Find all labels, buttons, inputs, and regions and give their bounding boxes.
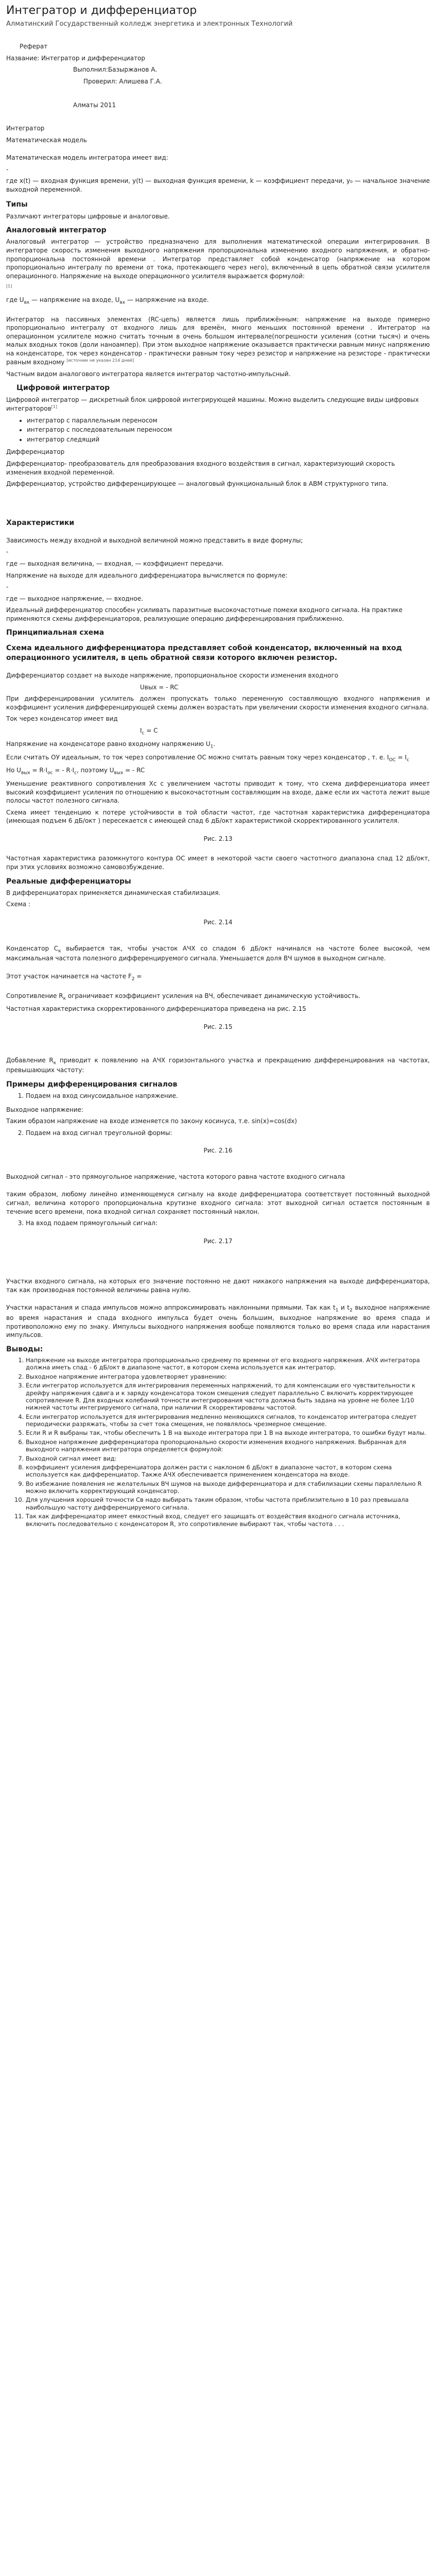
real-text: В дифференциаторах применяется динамическая стабилизация. xyxy=(6,889,221,896)
ex3-text: Участки входного сигнала, на которых его значение постоянно не дают никакого напряжения на выходе дифференциатора, так как производная постоянной величины равна нулю. xyxy=(6,1278,430,1294)
list-item: 10. Для улучшения хорошей точности Cв надо выбирать таким образом, чтобы частота приблизительно в 10 раз превышала наибольшую частоту дифференцируемого сигнала. xyxy=(26,1496,430,1511)
resist-text-b: ограничивает коэффициент усиления на ВЧ, обеспечивает динамическую устойчивость. xyxy=(66,992,361,999)
digital-heading: Цифровой интегратор xyxy=(16,384,110,393)
ex2-text2: таким образом, любому линейно изменяющемуся сигналу на входе дифференциатора соответствует постоянный выходной сигнал, величина которого пропорциональна крутизне входного сигнала: этот выходной сигнал остается постоянным в течение всего времени, пока входной сигнал сохраняет постоянный наклон. xyxy=(6,1191,430,1215)
intro-dash: - xyxy=(6,165,9,173)
no-text-c: = - R·I xyxy=(53,767,75,774)
freq-start-b: = xyxy=(134,972,142,980)
char-ideal: Идеальный дифференциатор способен усиливать паразитные высокочастотные помехи входного сигнала. На практике применяются схемы дифференциаторов, реализующие операцию дифференцирования приближенно. xyxy=(6,606,403,622)
char-out: Напряжение на выходе для идеального дифференциатора вычисляется по формуле: xyxy=(6,571,288,579)
analog-where-3: — напряжение на входе. xyxy=(125,296,209,303)
ic-formula-a: I xyxy=(140,726,142,734)
analog-where-1: где U xyxy=(6,296,24,303)
char-heading: Характеристики xyxy=(6,518,75,527)
char-dash-2: - xyxy=(6,583,9,591)
no-text: Но $U_{вых} = R\cdot I_{ос}$ = - $R\cdot I_с$, поэтому $U_{вых}$ = - RC xyxy=(6,767,145,776)
analog-text-body: Аналоговый интегратор — устройство предназначено для выполнения математической операции интегрирования. В интеграторе скорость изменения выходного напряжения пропорциональна изменению входного напряжения, и обратно-пропорциональна постоянной времени . Интегратор представляет собой конденсатор (напряжение на котором пропорционально интегралу по времени от тока, протекающего через него), включенный в цепь обратной связи усилителя операционного. Напряжение на выходе операционного усилителя выражается формулой: xyxy=(6,238,430,280)
ex3-text2-b: и t xyxy=(338,1304,350,1312)
analog-text xyxy=(6,238,430,280)
cond-text: Конденсатор $C_к$ выбирается так, чтобы участок АЧХ со спадом 6 дБ/окт начинался на частоте более высокой, чем максимальная частота полезного дифференцируемого сигнала. Уменьшается доля ВЧ шумов в выходном сигнале. xyxy=(6,944,430,962)
types-heading: Типы xyxy=(6,200,28,209)
city-year: Алматы 2011 xyxy=(73,101,116,109)
no-text-e: = - RC xyxy=(123,767,145,774)
analog-ref-mark[interactable]: [1] xyxy=(6,284,12,289)
principle-heading: Принципиальная схема xyxy=(6,629,104,637)
checker-line: Проверил: Алишева Г.А. xyxy=(83,77,162,85)
list-item: 11. Так как дифференциатор имеет емкостный вход, следует его защищать от воздействия входного сигнала источника, включить последовательно с конденсатором R, это сопротивление выбирают так, чтобы частота . . . xyxy=(26,1513,430,1528)
list-item: 4. Если интегратор используется для интегрирования медленно меняющихся сигналов, то конденсатор интегратора следует периодически разряжать, чтобы за счет тока смещения, не появлялось чрезмерное смещение. xyxy=(26,1413,430,1428)
list-item: 2. Подаем на вход сигнал треугольной формы: xyxy=(26,1129,430,1138)
analog-where: где $U_{вх}$ — напряжение на входе, $U_{вх}$ — напряжение на входе. xyxy=(6,296,209,306)
conclusions-list xyxy=(6,1357,430,1528)
list-item: 3. Если интегратор используется для интегрирования переменных напряжений, то для компенсации его чувствительности к дрейфу напряжения сдвига и к заряду конденсатора током смещения следует параллельно C включить корректирующее сопротивление R. Для входных колебаний точности интегрирования частота должна быть задана на уровне не более 1/10 нижней частоты интегрируемого сигнала, при наличии R скорректированы частотой. xyxy=(26,1382,430,1412)
freqchar-text: Частотная характеристика разомкнутого контура ОС имеет в некоторой части своего частотного диапазона спад 12 дБ/окт, при этих условиях возможно самовозбуждение. xyxy=(6,855,430,871)
figure-caption-2-17: Рис. 2.17 xyxy=(203,1237,233,1245)
if-text: Если считать ОУ идеальным, то ток через сопротивление ОС можно считать равным току через конденсатор , т. е. $I_{ОС} = I_с$ xyxy=(6,753,410,762)
principle-text: Дифференциатор создает на выходе напряжение, пропорциональное скорости изменения входного xyxy=(6,672,339,680)
list-item: 8. коэффициент усиления дифференциатора должен расти с наклоном 6 дБ/окт в диапазоне частот, в котором схема используется как дифференциатор. Также АЧХ обеспечивается применением конденсатора на входе. xyxy=(26,1464,430,1479)
intro-word-3: Математическая модель интегратора имеет вид: xyxy=(6,154,168,162)
report-label: Реферат xyxy=(20,43,48,50)
current-text: Ток через конденсатор имеет вид xyxy=(6,715,118,723)
list-item: 5. Если R и R выбраны так, чтобы обеспечить 1 В на выходе интегратора при 1 В на выходе интегратора, то ошибки будут малы. xyxy=(26,1429,430,1436)
examples-heading: Примеры дифференцирования сигналов xyxy=(6,1080,178,1089)
list-item: 1. Напряжение на выходе интегратора пропорционально среднему по времени от его входного напряжения. АЧХ интегратора должна иметь спад - 6 дБ/окт в диапазоне частот, в котором схема используется как интегратор. xyxy=(26,1357,430,1371)
char-text: Зависимость между входной и выходной величиной можно представить в виде формулы; xyxy=(6,536,303,544)
principle-text2: При дифференцировании усилитель должен пропускать только переменную составляющую входного напряжения и коэффициент усиления дифференцирующей схемы должен возрастать при увеличении скорости изменения входного сигнала. xyxy=(6,695,430,711)
cond-text-b: выбирается так, чтобы участок АЧХ со спадом 6 дБ/окт начинался на частоте более высокой, чем максимальная частота полезного дифференцируемого сигнала. Уменьшается доля ВЧ шумов в выходном сигнале. xyxy=(6,944,430,962)
types-text: Различают интеграторы цифровые и аналоговые. xyxy=(6,212,170,220)
ex2-text: Выходной сигнал - это прямоугольное напряжение, частота которого равна частоте входного сигнала xyxy=(6,1173,345,1180)
freq-text: Частным видом аналогового интегратора является интегратор частотно-импульсный. xyxy=(6,370,291,378)
analog-ref xyxy=(6,283,430,293)
ic-formula: $I_с = C$ xyxy=(140,726,158,736)
voltage-text-a: Напряжение на конденсаторе равно входному напряжению U xyxy=(6,740,211,748)
no-text-d: , поэтому U xyxy=(77,767,114,774)
list-item: 1. Подаем на вход синусоидальное напряжение. xyxy=(26,1092,430,1100)
list-item: • интегратор следящий xyxy=(27,435,430,444)
ex3-text2: Участки нарастания и спада импульсов можно аппроксимировать наклонными прямыми. Так как $t_1$ и $t_2$ выходное напряжение во время нарастания и спада входного импульса будет очень большим, выходное напряжение во время спада и противоположно ему по знаку. Импульсы выходного напряжения вообще появляются только во время спада или нарастания импульсов. xyxy=(6,1304,430,1339)
freq-start: Этот участок начинается на частоте $F_2$ = xyxy=(6,972,142,982)
digital-list xyxy=(6,416,430,444)
passive-text-body: Интегратор на пассивных элементах (RC-цепь) является лишь приближённым: напряжение на выходе примерно пропорционально интегралу от входного лишь для времён, много меньших постоянной времени . Интегратор на операционном усилителе можно считать точным в очень большом интервале(погрешности усиления (сотни тысяч) и очень малых входных токов (доли наноампер). При этом выходное напряжение оказывается практически равным минус напряжению на конденсаторе, ток через конденсатор - практически равным току через резистор и напряжение на резисторе - практически равным входному xyxy=(6,315,430,366)
list-item: • интегратор с последовательным переносом xyxy=(27,426,430,434)
figure-caption-2-14: Рис. 2.14 xyxy=(203,918,233,926)
examples-list-3 xyxy=(6,1219,430,1228)
ex3-text2-a: Участки нарастания и спада импульсов можно аппроксимировать наклонными прямыми. Так как t xyxy=(6,1304,336,1312)
list-item: 2. Выходное напряжение интегратора удовлетворяет уравнению: xyxy=(26,1373,430,1380)
scheme-label: Схема : xyxy=(6,901,31,908)
list-item: 3. На вход подаем прямоугольный сигнал: xyxy=(26,1219,430,1228)
if-text-a: Если считать ОУ идеальным, то ток через сопротивление ОС можно считать равным току через конденсатор , т. е. I xyxy=(6,753,389,761)
no-text-a: Но U xyxy=(6,767,21,774)
intro-word-2: Математическая модель xyxy=(6,136,87,144)
analog-where-2: — напряжение на входе, U xyxy=(29,296,120,303)
char-where: где — выходная величина, — входная, — коэффициент передачи. xyxy=(6,560,224,568)
digital-text xyxy=(6,396,430,413)
ic-formula-b: = C xyxy=(144,726,158,734)
freq-start-a: Этот участок начинается на частоте F xyxy=(6,972,132,980)
figure-caption-2-16: Рис. 2.16 xyxy=(203,1147,233,1155)
name-line: Название: Интегратор и дифференциатор xyxy=(6,54,146,62)
digital-ref[interactable]: [1] xyxy=(51,404,57,410)
list-item: 6. Выходное напряжение дифференциатора пропорционально скорости изменения входного напряжения. Выбранная для выходного напряжения интегратора определяется формулой: xyxy=(26,1438,430,1453)
examples-list-1 xyxy=(6,1092,430,1100)
performer-line: Выполнил:Базыржанов А. xyxy=(73,66,158,74)
diff-def2: Дифференциатор, устройство дифференцирующее — аналоговый функциональный блок в АВМ структурного типа. xyxy=(6,480,389,488)
page-title: Интегратор и дифференциатор xyxy=(6,4,197,17)
intro-word-1: Интегратор xyxy=(6,125,45,132)
if-text-b: = I xyxy=(395,753,407,761)
passive-text xyxy=(6,315,430,367)
figure-caption-2-15: Рис. 2.15 xyxy=(203,1023,233,1030)
voltage-text: Напряжение на конденсаторе равно входному напряжению $U_1$. xyxy=(6,740,216,750)
list-item: • интегратор с параллельным переносом xyxy=(27,416,430,425)
add-text: Добавление $R_к$ приводит к появлению на АЧХ горизонтального участка и прекращению дифференцирования на частотах, превышающих частоту: xyxy=(6,1056,430,1074)
char-where2: где — выходное напряжение, — входное. xyxy=(6,595,144,602)
analog-heading: Аналоговый интегратор xyxy=(6,226,107,235)
passive-note[interactable]: [источник не указан 214 дней] xyxy=(66,358,134,363)
list-item: 9. Во избежание появления не желательных ВЧ шумов на выходе дифференциатора и для стабилизации схемы параллельно R можно включить корректирующий конденсатор. xyxy=(26,1480,430,1495)
examples-list-2 xyxy=(6,1129,430,1138)
voltage-text-b: . xyxy=(213,740,216,748)
conclusions-heading: Выводы: xyxy=(6,1345,43,1353)
cond-text-a: Конденсатор C xyxy=(6,944,59,952)
conclusions-section xyxy=(6,1357,430,1528)
principle-sub: Схема идеального дифференциатора представляет собой конденсатор, включенный на вход операционного усилителя, в цепь обратной связи которого включен резистор. xyxy=(6,643,402,662)
char-dash: - xyxy=(6,548,9,556)
tend-text: Схема имеет тенденцию к потере устойчивости в той области частот, где частотная характеристика дифференциатора (имеющая подъем 6 дБ/окт ) пересекается с имеющей спад 6 дБ/окт характеристикой скорректированного усилителя. xyxy=(6,808,430,825)
corr-text: Частотная характеристика скорректированного дифференциатора приведена на рис. 2.15 xyxy=(6,1005,306,1013)
ex3-text2-c: выходное напряжение во время нарастания и спада входного импульса будет очень большим, выходное напряжение во время спада и противоположно ему по знаку. Импульсы выходного напряжения вообще появляются только во время спада или нарастания импульсов. xyxy=(6,1304,430,1339)
ex1-out: Выходное напряжение: xyxy=(6,1106,83,1113)
intro-formula-text: где x(t) — входная функция времени, y(t) — выходная функция времени, k — коэффициент передачи, y₀ — начальное значение выходной переменной. xyxy=(6,177,430,193)
uout-formula: Uвых = - RC xyxy=(140,683,179,691)
real-heading: Реальные дифференциаторы xyxy=(6,877,131,886)
ex1-text: Таким образом напряжение на входе изменяется по закону косинуса, т.е. sin(x)=cos(dx) xyxy=(6,1117,297,1125)
diff-word: Дифференциатор xyxy=(6,448,65,456)
page-subtitle: Алматинский Государственный колледж энергетика и электронных Технологий xyxy=(6,20,293,28)
no-text-b: = R·I xyxy=(30,767,48,774)
resist-text: Сопротивление $R_к$ ограничивает коэффициент усиления на ВЧ, обеспечивает динамическую устойчивость. xyxy=(6,992,361,1002)
digital-text-body: Цифровой интегратор — дискретный блок цифровой интегрирующей машины. Можно выделить следующие виды цифровых интеграторов xyxy=(6,396,419,413)
add-text-b: приводит к появлению на АЧХ горизонтального участка и прекращению дифференцирования на частотах, превышающих частоту: xyxy=(6,1056,430,1074)
reduce-text: Уменьшение реактивного сопротивления Xс с увеличением частоты приводит к тому, что схема дифференциатора имеет высокий коэффициент усиления по отношению к высокочастотным составляющим на входе, даже если их частота лежит выше полосы частот полезного сигнала. xyxy=(6,780,430,805)
add-text-a: Добавление R xyxy=(6,1056,54,1064)
figure-caption-2-13: Рис. 2.13 xyxy=(203,835,233,842)
resist-text-a: Сопротивление R xyxy=(6,992,63,999)
diff-def: Дифференциатор- преобразователь для преобразования входного воздействия в сигнал, характеризующий скорость изменения входной переменной. xyxy=(6,460,395,476)
list-item: 7. Выходной сигнал имеет вид: xyxy=(26,1455,430,1462)
